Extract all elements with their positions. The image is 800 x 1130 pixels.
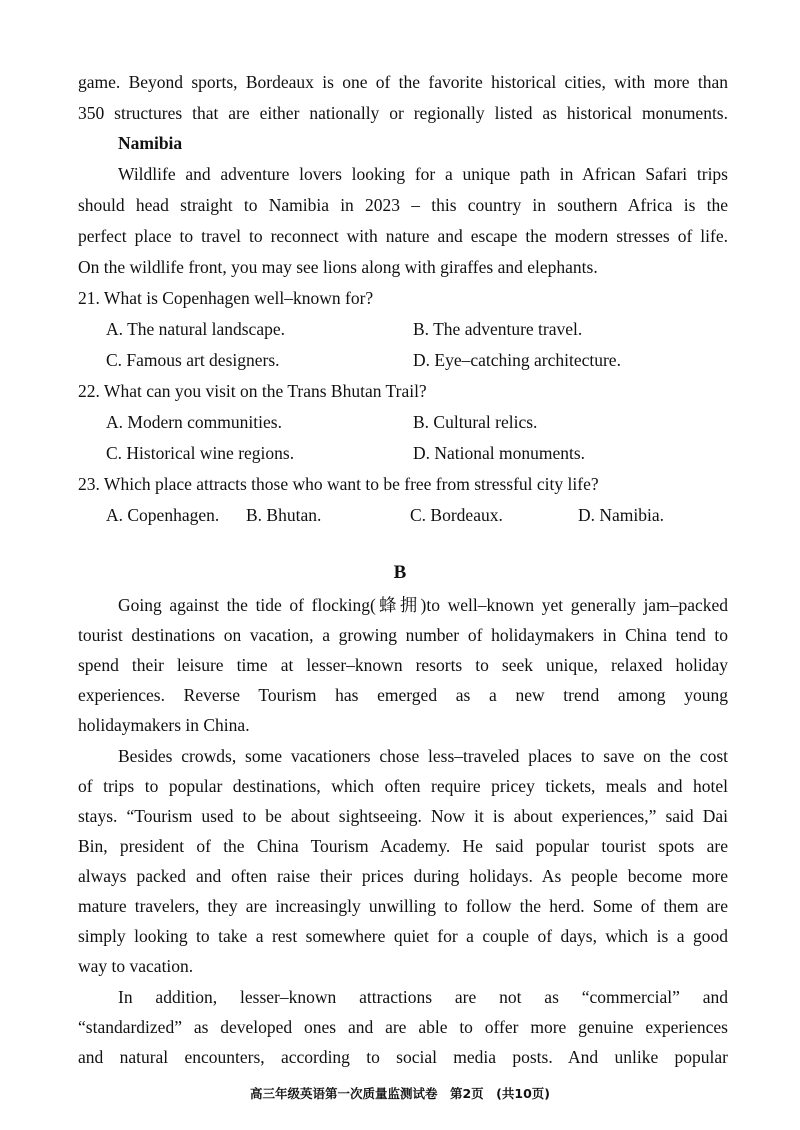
q22-option-a[interactable]: A. Modern communities. <box>106 412 282 432</box>
passage-b-line: way to vacation. <box>78 956 194 976</box>
q22-option-b[interactable]: B. Cultural relics. <box>413 412 538 432</box>
passage-b-line: “standardized” as developed ones and are able to offer more genuine experiences <box>78 1017 728 1037</box>
q21-option-c[interactable]: C. Famous art designers. <box>106 350 280 370</box>
passage-b-line: Going against the tide of flocking(蜂拥)to well–known yet generally jam–packed <box>118 595 728 615</box>
passage-b-line: stays. “Tourism used to be about sightseeing. Now it is about experiences,” said Dai <box>78 806 728 826</box>
passage-b-line: spend their leisure time at lesser–known resorts to seek unique, relaxed holiday <box>78 655 728 675</box>
question-21-stem: 21. What is Copenhagen well–known for? <box>78 288 374 308</box>
section-b-label: B <box>393 562 407 583</box>
namibia-line: perfect place to travel to reconnect with nature and escape the modern stresses of life. <box>78 226 728 246</box>
passage-b-line: simply looking to take a rest somewhere quiet for a couple of days, which is a good <box>78 926 728 946</box>
passage-b-line: In addition, lesser–known attractions are not as “commercial” and <box>118 987 728 1007</box>
namibia-heading: Namibia <box>118 133 183 153</box>
passage-b-line: holidaymakers in China. <box>78 715 250 735</box>
namibia-line: On the wildlife front, you may see lions along with giraffes and elephants. <box>78 257 598 277</box>
q21-option-d[interactable]: D. Eye–catching architecture. <box>413 350 621 370</box>
passage-a-line: 350 structures that are either nationally or regionally listed as historical monuments. <box>78 103 728 123</box>
passage-b-line: and natural encounters, according to social media posts. And unlike popular <box>78 1047 728 1067</box>
passage-b-line: experiences. Reverse Tourism has emerged as a new trend among young <box>78 685 728 705</box>
q22-option-d[interactable]: D. National monuments. <box>413 443 586 463</box>
question-23-stem: 23. Which place attracts those who want to be free from stressful city life? <box>78 474 599 494</box>
q23-option-b[interactable]: B. Bhutan. <box>246 505 322 525</box>
passage-b-line: mature travelers, they are increasingly unwilling to follow the herd. Some of them are <box>78 896 728 916</box>
q21-option-a[interactable]: A. The natural landscape. <box>106 319 285 339</box>
q21-option-b[interactable]: B. The adventure travel. <box>413 319 583 339</box>
q23-option-c[interactable]: C. Bordeaux. <box>410 505 503 525</box>
passage-b-line: of trips to popular destinations, which often require pricey tickets, meals and hotel <box>78 776 728 796</box>
passage-b-line: tourist destinations on vacation, a growing number of holidaymakers in China tend to <box>78 625 728 645</box>
passage-b-line: Bin, president of the China Tourism Academy. He said popular tourist spots are <box>78 836 728 856</box>
q23-option-d[interactable]: D. Namibia. <box>578 505 665 525</box>
passage-b-line: always packed and often raise their prices during holidays. As people become more <box>78 866 728 886</box>
namibia-line: should head straight to Namibia in 2023 – this country in southern Africa is the <box>78 195 728 215</box>
page-footer: 高三年级英语第一次质量监测试卷 第2页 (共10页) <box>249 1086 551 1101</box>
q23-option-a[interactable]: A. Copenhagen. <box>106 505 220 525</box>
passage-a-line: game. Beyond sports, Bordeaux is one of the favorite historical cities, with more than <box>78 72 728 92</box>
q22-option-c[interactable]: C. Historical wine regions. <box>106 443 295 463</box>
namibia-line: Wildlife and adventure lovers looking for a unique path in African Safari trips <box>118 164 728 184</box>
passage-b-line: Besides crowds, some vacationers chose less–traveled places to save on the cost <box>118 746 728 766</box>
question-22-stem: 22. What can you visit on the Trans Bhutan Trail? <box>78 381 427 401</box>
